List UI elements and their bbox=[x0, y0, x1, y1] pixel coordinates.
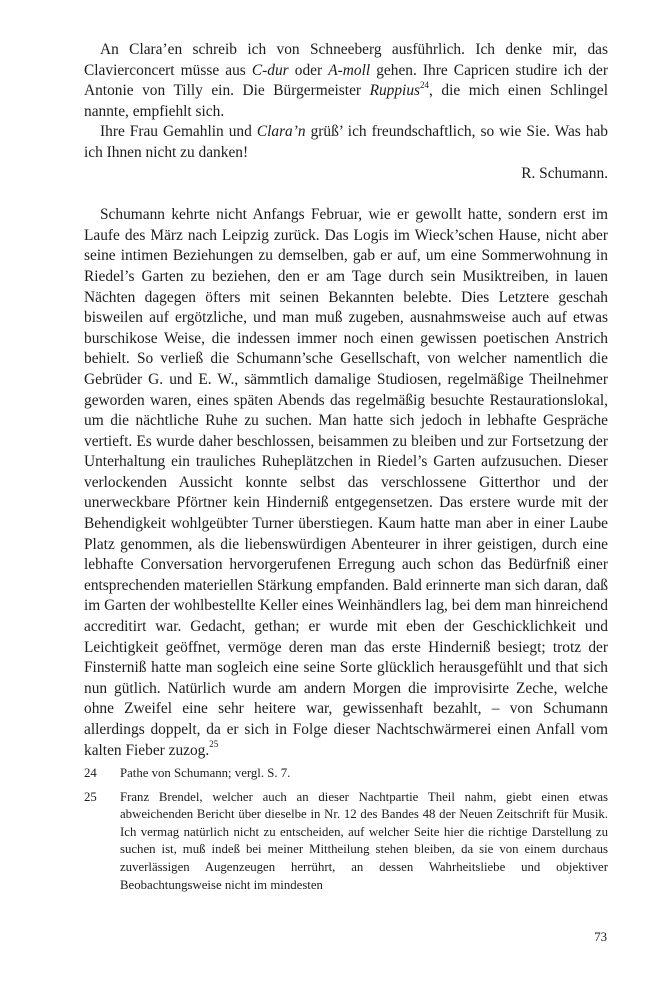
text-run: Schumann kehrte nicht Anfangs Februar, wie er gewollt hatte, sondern erst im Laufe des März nach Leipzig zurück. Das Logis im Wieck’schen Hause, nicht aber seine intimen Beziehungen zu demselben, gab er auf, um eine Sommerwohnung in Riedel’s Garten zu beziehen, den er am Tage durch sein Musiktreiben, in lauen Nächten dagegen öfters mit seinen Bekannten belebte. Dies Letztere geschah bisweilen auf ergötzliche, und man muß zugeben, ausnahmsweise auch auf etwas burschikose Weise, die indessen immer noch einen gewissen poetischen Anstrich behielt. So verließ die Schumann’sche Gesellschaft, von welcher namentlich die Gebrüder G. und E. W., sämmtlich damalige Studiosen, regelmäßige Theilnehmer geworden waren, eines späten Abends das regelmäßig besuchte Restaurationslokal, um die nächtliche Ruhe zu suchen. Man hatte sich jedoch in lebhafte Gespräche vertieft. Es wurde daher beschlossen, beisammen zu bleiben und zur Fortsetzung der Unterhaltung ein trauliches Ruheplätzchen in Riedel’s Garten aufzusuchen. Dieser verlockenden Aussicht konnte selbst das verschlossene Gitterthor und der unerweckbare Pförtner kein Hinderniß entgegensetzen. Das erstere wurde mit der Behendigkeit wohlgeübter Turner überstiegen. Kaum hatte man aber in einer Laube Platz genommen, als die liebenswürdigen Abenteurer in ihrer geistigen, durch eine lebhafte Conversation hervorgerufenen Erregung auch schon das Bedürfniß einer entsprechenden materiellen Stärkung empfanden. Bald erinnerte man sich daran, daß im Garten der wohlbestellte Keller eines Weinhändlers lag, bei dem man hinreichend accreditirt war. Gedacht, gethan; er wurde mit eben der Geschicklichkeit und Leichtigkeit geöffnet, vermöge deren man das erste Hinderniß besiegt; trotz der Finsterniß hatte man sogleich eine seine Sorte glücklich herausgefühlt und that sich nun gütlich. Natürlich wurde am andern Morgen die improvisirte Zeche, welche ohne Zweifel eine sehr heitere war, gewissenhaft bezahlt, – von Schumann allerdings doppelt, da er sich in Folge dieser Nachtschwärmerei einen Anfall vom kalten Fieber zuzog. bbox=[84, 206, 608, 759]
text-run: grüß’ ich freundschaftlich, so wie Sie. Was hab ich Ihnen nicht zu danken! bbox=[84, 123, 608, 161]
page-number: 73 bbox=[594, 930, 607, 944]
footnote-number: 25 bbox=[84, 789, 97, 804]
footnote-ref-25[interactable]: 25 bbox=[209, 739, 219, 750]
italic-text: Ruppius bbox=[369, 82, 421, 100]
letter-paragraph-1 bbox=[84, 40, 608, 122]
footnote-24 bbox=[84, 765, 608, 783]
text-run: oder bbox=[288, 61, 329, 79]
main-text bbox=[84, 40, 608, 761]
footnote-25 bbox=[84, 789, 608, 895]
letter-paragraph-2 bbox=[84, 122, 608, 163]
footnote-text: Franz Brendel, welcher auch an dieser Nachtpartie Theil nahm, giebt einen etwas abweichenden Bericht über dieselbe in Nr. 12 des Bandes 48 der Neuen Zeitschrift für Musik. Ich vermag natürlich nicht zu entscheiden, auf welcher Seite hier die richtige Darstellung zu suchen ist, muß indeß bei meiner Mittheilung stehen bleiben, da sie von einem durchaus zuverlässigen Augenzeugen herrührt, an dessen Wahrheitsliebe und objektiver Beobachtungsweise nicht im mindesten bbox=[120, 789, 608, 892]
footnote-ref-24[interactable]: 24 bbox=[420, 80, 430, 91]
text-run: gehen. Ihre Capricen studire ich der Antonie von Tilly ein. Die Bürgermeister bbox=[84, 61, 609, 100]
letter-signature: R. Schumann. bbox=[521, 164, 608, 182]
section-gap bbox=[84, 184, 608, 205]
text-run: , die mich einen Schlingel nannte, empfiehlt sich. bbox=[84, 82, 609, 120]
text-run: An Clara’en schreib ich von Schneeberg ausführlich. Ich denke mir, das Clavierconcert müsse aus bbox=[84, 41, 608, 79]
footnote-text: Pathe von Schumann; vergl. S. 7. bbox=[120, 766, 291, 780]
italic-text: Clara’n bbox=[256, 123, 306, 141]
body-paragraph bbox=[84, 205, 608, 761]
footnotes bbox=[84, 765, 608, 900]
italic-text: C-dur bbox=[251, 61, 289, 79]
footnote-number: 24 bbox=[84, 766, 97, 780]
italic-text: A-moll bbox=[328, 61, 371, 79]
text-run: Ihre Frau Gemahlin und bbox=[100, 123, 257, 141]
